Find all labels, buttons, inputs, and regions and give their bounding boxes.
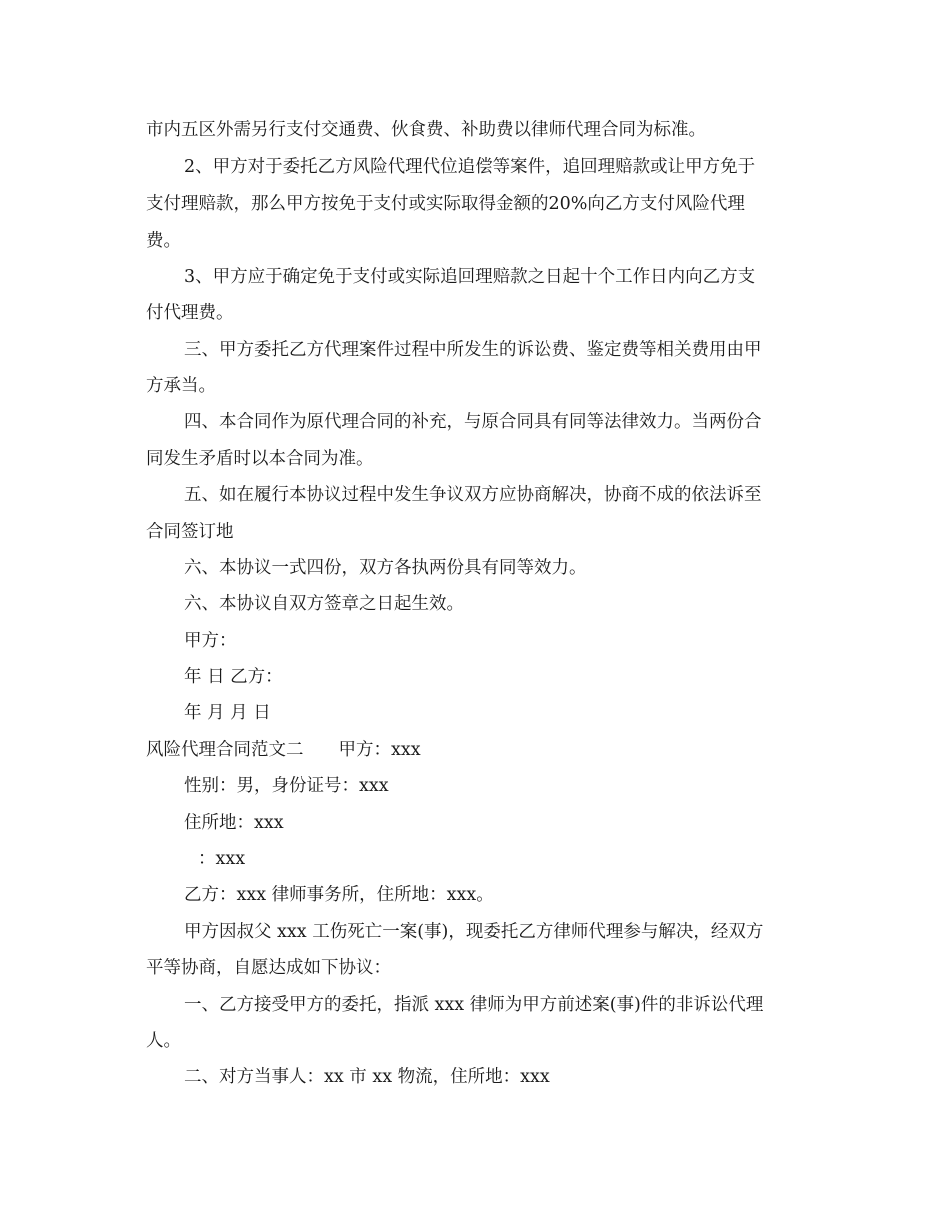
text-line: 合同签订地	[146, 522, 234, 542]
text-line: ：xxx	[198, 849, 246, 869]
text-line: 甲方：	[184, 631, 237, 651]
text-line: 2、甲方对于委托乙方风险代理代位追偿等案件，追回理赔款或让甲方免于	[184, 157, 756, 177]
text-line: 支付理赔款，那么甲方按免于支付或实际取得金额的20%向乙方支付风险代理	[146, 194, 745, 214]
text-line: 二、对方当事人：xx 市 xx 物流，住所地：xxx	[184, 1067, 550, 1087]
text-line: 甲方因叔父 xxx 工伤死亡一案(事)，现委托乙方律师代理参与解决，经双方	[184, 922, 764, 942]
text-line: 费。	[146, 231, 181, 251]
text-line: 市内五区外需另行支付交通费、伙食费、补助费以律师代理合同为标准。	[146, 120, 706, 140]
text-line: 三、甲方委托乙方代理案件过程中所发生的诉讼费、鉴定费等相关费用由甲	[184, 340, 762, 360]
text-line: 住所地：xxx	[184, 813, 284, 833]
section-heading: 风险代理合同范文二 甲方：xxx	[146, 740, 421, 760]
text-line: 一、乙方接受甲方的委托，指派 xxx 律师为甲方前述案(事)件的非诉讼代理	[184, 995, 764, 1015]
text-line: 六、本协议一式四份，双方各执两份具有同等效力。	[184, 558, 587, 578]
text-line: 3、甲方应于确定免于支付或实际追回理赔款之日起十个工作日内向乙方支	[184, 267, 756, 287]
text-line: 平等协商，自愿达成如下协议：	[146, 958, 391, 978]
text-line: 年 日 乙方：	[184, 667, 283, 687]
text-line: 六、本协议自双方签章之日起生效。	[184, 594, 464, 614]
text-line: 乙方：xxx 律师事务所，住所地：xxx。	[184, 885, 494, 905]
text-line: 方承当。	[146, 376, 216, 396]
text-line: 人。	[146, 1031, 181, 1051]
text-line: 同发生矛盾时以本合同为准。	[146, 449, 374, 469]
text-line: 付代理费。	[146, 303, 234, 323]
text-line: 四、本合同作为原代理合同的补充，与原合同具有同等法律效力。当两份合	[184, 412, 762, 432]
text-line: 年 月 月 日	[184, 703, 271, 723]
text-line: 性别：男，身份证号：xxx	[184, 776, 389, 796]
text-line: 五、如在履行本协议过程中发生争议双方应协商解决，协商不成的依法诉至	[184, 485, 762, 505]
